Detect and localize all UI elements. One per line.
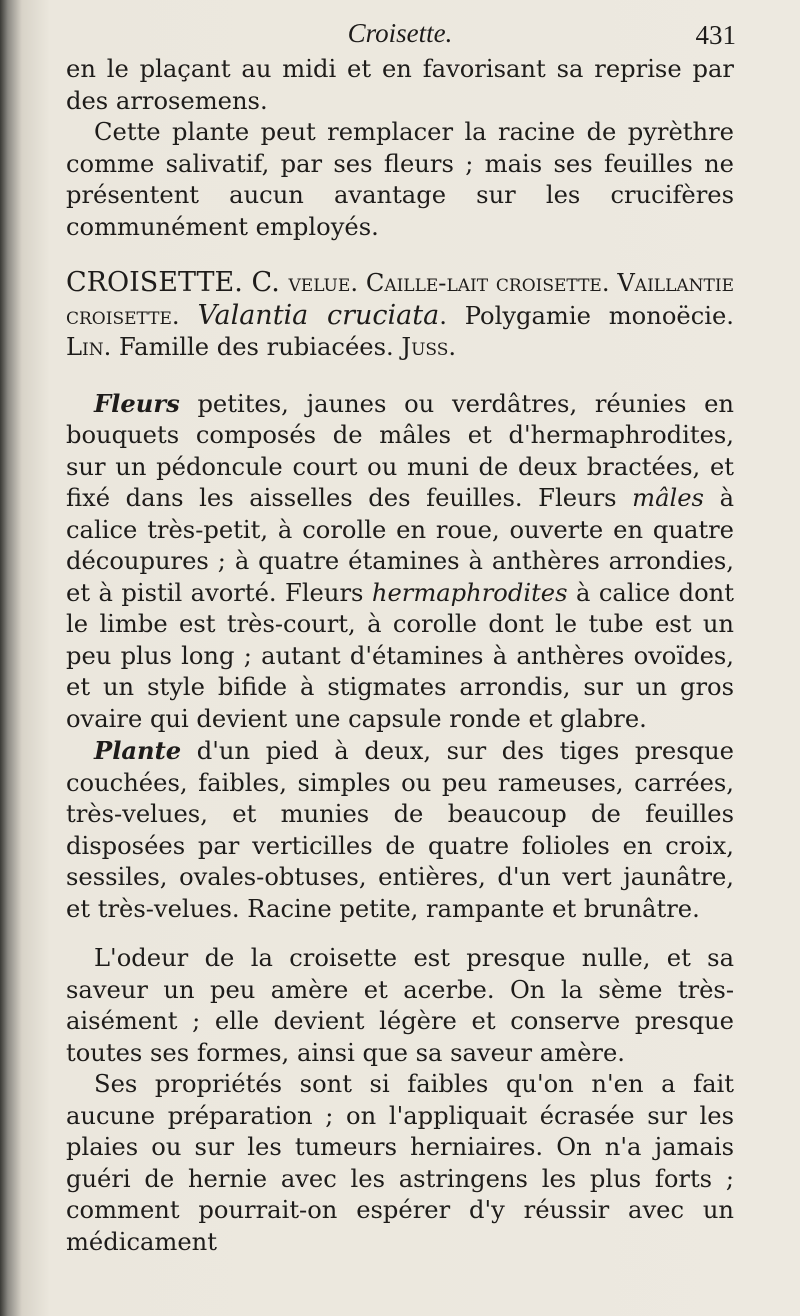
plante-text: d'un pied à deux, sur des tiges presque couchées, faibles, simples ou peu rameuses, carrées, très-velues, et munies de beaucoup de feuilles disposées par verticilles de quatre folioles en croix, sessiles, ovales-obtuses, entières, d'un vert jaunâtre, et très-velues. Racine petite, rampante et brunâtre.: [66, 737, 734, 923]
fleurs-hermaphrodites: hermaphrodites: [371, 578, 568, 607]
paragraph-continuation: en le plaçant au midi et en favorisant sa reprise par des arrosemens.: [66, 55, 734, 115]
fleurs-text1: petites, jaunes ou verdâtres, réunies en bouquets composés de mâles et d'hermaphrodites, sur un pédoncule court ou muni de deux bractées, et fixé dans les aisselles des feuilles. Fleurs: [66, 389, 734, 512]
entry-part1: C.: [242, 267, 289, 298]
paragraph-plante: [66, 735, 734, 925]
entry-lin: Lin: [66, 333, 104, 361]
entry-part5: . Polygamie monoëcie.: [439, 301, 734, 330]
paragraph-salivatif: Cette plante peut remplacer la racine de pyrèthre comme salivatif, par ses fleurs ; mais ses feuilles ne présentent aucun avantage sur les crucifères communément employés.: [66, 118, 734, 241]
plante-label: Plante: [94, 736, 182, 765]
text-column: [66, 16, 734, 1258]
entry-latin-name: Valantia cruciata: [197, 299, 440, 331]
fleurs-males: mâles: [632, 484, 704, 512]
fleurs-text3: à calice dont le limbe est très-court, à corolle dont le tube est un peu plus long ; autant d'étamines à anthères ovoïdes, et un style bifide à stigmates arrondis, sur un gros ovaire qui devient une capsule ronde et glabre.: [66, 578, 734, 733]
entry-part6: . Famille des rubiacées.: [103, 333, 402, 361]
running-title: Croisette.: [347, 18, 453, 48]
entry-velue: velue: [288, 269, 351, 297]
entry-vaillantie: Vaillantie croisette: [66, 269, 734, 330]
fleurs-label: Fleurs: [94, 388, 180, 418]
entry-heading: [66, 267, 734, 364]
fleurs-text2: à calice très-petit, à corolle en roue, ouverte en quatre découpures ; à quatre étamines à anthères arrondies, et à pistil avorté. Fleurs: [66, 484, 734, 607]
page-number: 431: [695, 20, 736, 50]
entry-part7: .: [448, 333, 457, 361]
entry-title: CROISETTE.: [66, 267, 243, 298]
entry-part4: .: [171, 301, 198, 330]
entry-synonym: Caille-lait croisette: [365, 269, 602, 297]
entry-part3: .: [601, 269, 618, 297]
paragraph-proprietes: Ses propriétés sont si faibles qu'on n'en a fait aucune préparation ; on l'appliquait écrasée sur les plaies ou sur les tumeurs herniaires. On n'a jamais guéri de hernie avec les astringens les plus forts ; comment pourrait-on espérer d'y réussir avec un médicament: [66, 1070, 734, 1256]
entry-juss: Juss: [401, 333, 449, 361]
entry-part2: .: [350, 269, 366, 297]
running-head: [66, 16, 734, 54]
paragraph-odeur: L'odeur de la croisette est presque nulle, et sa saveur un peu amère et acerbe. On la sème très-aisément ; elle devient légère et conserve presque toutes ses formes, ainsi que sa saveur amère.: [66, 944, 734, 1067]
paragraph-fleurs: [66, 388, 734, 736]
